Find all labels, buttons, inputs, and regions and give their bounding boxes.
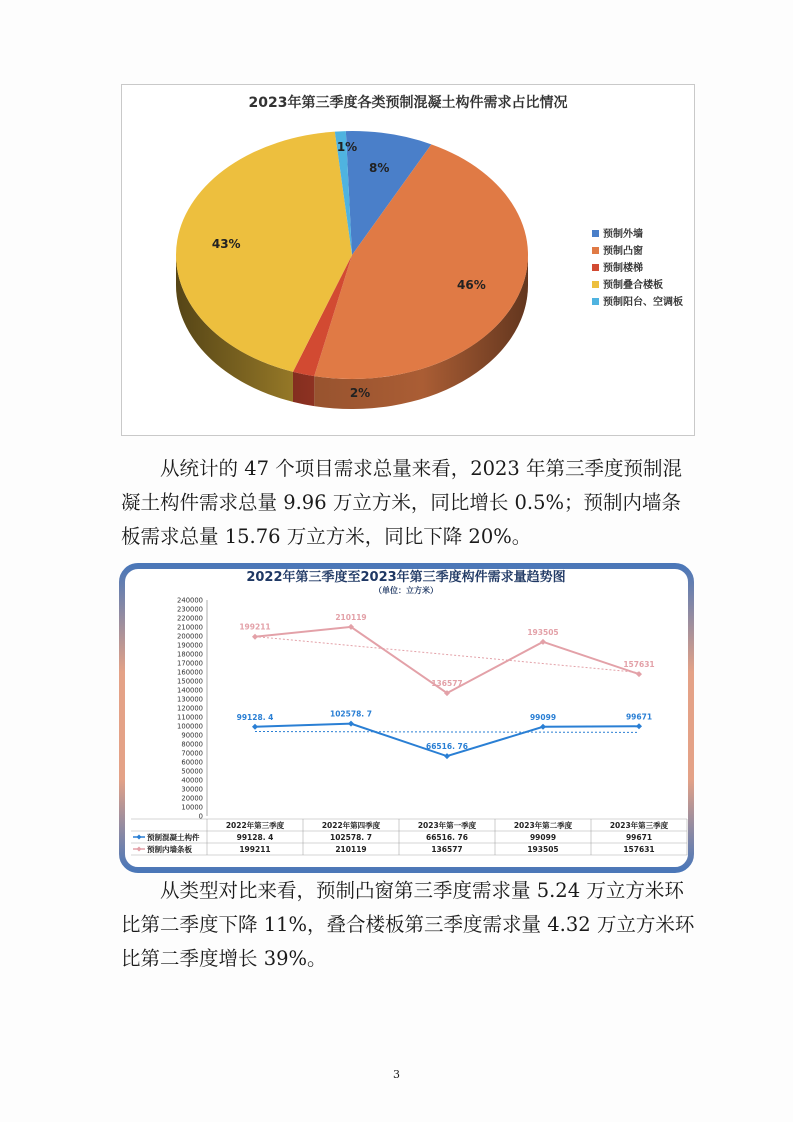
data-label: 136577	[431, 679, 463, 689]
legend-entry: 预制凸窗	[603, 246, 643, 257]
y-tick-label: 150000	[177, 677, 203, 686]
legend-swatch	[592, 264, 599, 271]
y-tick-label: 130000	[177, 695, 203, 704]
y-tick-label: 90000	[181, 731, 203, 740]
line-chart	[119, 563, 694, 873]
legend-entry: 预制外墙	[603, 229, 643, 240]
y-tick-label: 230000	[177, 605, 203, 614]
category-label: 2023年第三季度	[609, 821, 669, 830]
legend-entry: 预制内墙条板	[147, 845, 192, 854]
y-tick-label: 180000	[177, 650, 203, 659]
y-tick-label: 30000	[181, 785, 203, 794]
pie-data-label: 1%	[336, 140, 358, 154]
y-tick-label: 0	[198, 812, 203, 821]
page-number: 3	[393, 1068, 400, 1081]
legend-swatch	[592, 281, 599, 288]
line-chart-subtitle: （单位：立方米）	[374, 586, 438, 595]
y-tick-label: 60000	[181, 758, 203, 767]
table-cell: 157631	[623, 845, 655, 854]
data-label: 99099	[529, 712, 557, 722]
table-cell: 199211	[239, 845, 271, 854]
pie-data-label: 46%	[457, 277, 486, 292]
legend-entry: 预制叠合楼板	[603, 280, 663, 291]
pie-chart	[122, 85, 694, 435]
pie-chart-title: 2023年第三季度各类预制混凝土构件需求占比情况	[248, 95, 568, 111]
pie-chart-panel	[121, 84, 695, 436]
category-label: 2022年第三季度	[225, 821, 285, 830]
data-label: 157631	[623, 660, 655, 670]
table-cell: 210119	[335, 845, 367, 854]
legend-swatch	[592, 298, 599, 305]
line-chart-title: 2022年第三季度至2023年第三季度构件需求量趋势图	[246, 570, 566, 585]
data-label: 102578. 7	[330, 709, 372, 719]
pie-data-label: 8%	[369, 160, 390, 175]
y-tick-label: 50000	[181, 767, 203, 776]
data-label: 99671	[625, 712, 653, 722]
legend-swatch	[592, 230, 599, 237]
y-tick-label: 240000	[177, 596, 203, 605]
y-tick-label: 80000	[181, 740, 203, 749]
category-label: 2023年第一季度	[417, 821, 477, 830]
table-cell: 99099	[529, 833, 557, 842]
y-tick-label: 70000	[181, 749, 203, 758]
y-tick-label: 160000	[177, 668, 203, 677]
y-tick-label: 10000	[181, 803, 203, 812]
table-cell: 66516. 76	[426, 833, 468, 842]
data-label: 210119	[335, 612, 367, 622]
table-cell: 99671	[625, 833, 653, 842]
table-cell: 99128. 4	[236, 833, 274, 842]
data-label: 199211	[239, 622, 271, 632]
legend-entry: 预制阳台、空调板	[603, 297, 683, 308]
table-cell: 136577	[431, 845, 463, 854]
y-tick-label: 220000	[177, 614, 203, 623]
legend-swatch	[592, 247, 599, 254]
y-tick-label: 120000	[177, 704, 203, 713]
table-cell: 102578. 7	[330, 833, 372, 842]
pie-data-label: 2%	[349, 386, 371, 400]
category-label: 2022年第四季度	[321, 821, 381, 830]
y-tick-label: 210000	[177, 623, 203, 632]
legend-entry: 预制混凝土构件	[147, 833, 200, 842]
y-tick-label: 20000	[181, 794, 203, 803]
y-tick-label: 140000	[177, 686, 203, 695]
paragraph-type-comparison: 从类型对比来看，预制凸窗第三季度需求量 5.24 万立方米环比第二季度下降 11%，叠合楼板第三季度需求量 4.32 万立方米环比第二季度增长 39%。	[121, 879, 695, 970]
y-tick-label: 40000	[181, 776, 203, 785]
y-tick-label: 190000	[177, 641, 203, 650]
y-tick-label: 100000	[177, 722, 203, 731]
data-label: 66516. 76	[426, 742, 468, 752]
line-chart-panel	[119, 563, 694, 873]
data-label: 99128. 4	[236, 712, 274, 722]
legend-entry: 预制楼梯	[603, 263, 643, 274]
data-label: 193505	[527, 627, 559, 637]
table-cell: 193505	[527, 845, 559, 854]
y-tick-label: 110000	[177, 713, 203, 722]
paragraph-summary: 从统计的 47 个项目需求总量来看，2023 年第三季度预制混凝土构件需求总量 9.96 万立方米，同比增长 0.5%；预制内墙条板需求总量 15.76 万立方米，同比下降 20%。	[121, 457, 683, 548]
y-tick-label: 170000	[177, 659, 203, 668]
pie-data-label: 43%	[211, 237, 241, 252]
y-tick-label: 200000	[177, 632, 203, 641]
category-label: 2023年第二季度	[513, 821, 573, 830]
